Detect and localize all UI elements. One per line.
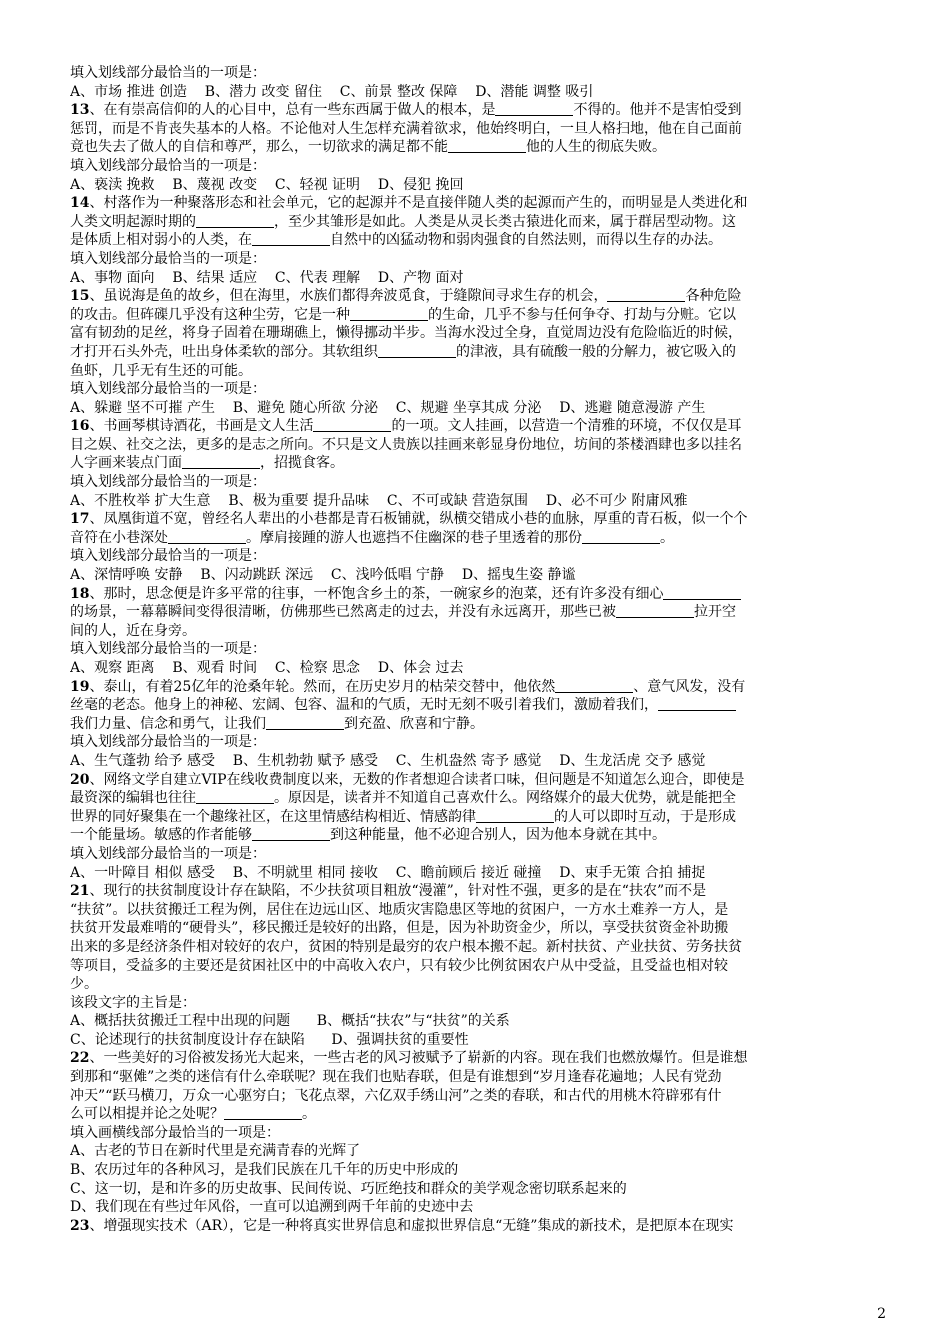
text-line [70,120,888,139]
text-line [70,696,888,715]
text-line [70,901,888,920]
line-text: 填入划线部分最恰当的一项是： [70,157,266,174]
line-text: 鱼虾，几乎无有生还的可能。 [70,362,252,379]
line-text: 冲天”“跃马横刀，万众一心驱穷白；飞花点翠，六亿双手绣山河”之类的春联，和古代的用桃木符辟邪有什 [70,1087,722,1104]
line-text: D、我们现在有些过年风俗，一直可以追溯到两千年前的史迹中去 [70,1199,474,1216]
line-text: 间的人，近在身旁。 [70,622,196,639]
line-text: 不得的。他并不是害怕受到 [573,102,742,119]
line-text: 是体质上相对弱小的人类，在 [70,232,252,249]
line-text: A、事物 面向 B、结果 适应 C、代表 理解 D、产物 面对 [70,269,464,286]
fill-blank [495,101,573,116]
fill-blank [168,529,246,544]
text-line [70,380,888,399]
line-text: 、意气风发，没有 [633,678,746,695]
line-text: B、农历过年的各种风习，是我们民族在几千年的历史中形成的 [70,1162,459,1179]
line-text: 。原因是，读者并不知道自己喜欢什么。网络媒介的最大优势，就是能把全 [274,790,736,807]
fill-blank [252,826,330,841]
line-text: A、一叶障目 相似 感受 B、不明就里 相同 接收 C、瞻前顾后 接近 碰撞 D、束手无策 合拍 捕捉 [70,864,706,881]
line-text: 竟也失去了做人的自信和尊严，那么，一切欲求的满足都不能 [70,139,448,156]
fill-blank [616,603,694,618]
line-text: A、深情呼唤 安静 B、闪动跳跃 深远 C、浅吟低唱 宁静 D、摇曳生姿 静谧 [70,567,576,584]
line-text: 。 [302,1106,316,1123]
fill-blank [266,715,344,730]
text-line [70,1217,888,1236]
text-line [70,845,888,864]
line-text: 惩罚，而是不肯丧失基本的人格。不论他对人生怎样充满着欲求，他始终明白，一旦人格扫地，他在自己面前 [70,120,742,137]
text-line [70,919,888,938]
line-text: 的生命，几乎不参与任何争夺、打劫与分赃。它以 [428,306,736,323]
line-text: 填入划线部分最恰当的一项是： [70,65,266,81]
text-line [70,1142,888,1161]
text-line [70,138,888,157]
line-text: 填入划线部分最恰当的一项是： [70,845,266,862]
fill-blank [252,231,330,246]
line-text: 填入划线部分最恰当的一项是： [70,548,266,565]
text-line [70,603,888,622]
text-line [70,250,888,269]
text-line [70,1180,888,1199]
line-text: 填入划线部分最恰当的一项是： [70,381,266,398]
text-line [70,566,888,585]
line-text: 该段文字的主旨是： [70,994,196,1011]
line-text: 、网络文学自建立VIP在线收费制度以来，无数的作者想迎合读者口味，但问题是不知道怎么迎合，即使是 [89,771,745,788]
fill-blank [476,808,554,823]
question-number: 23 [70,1217,90,1234]
text-line [70,640,888,659]
line-text: 出来的多是经济条件相对较好的农户，贫困的特别是最穷的农户根本搬不起。新村扶贫、产业扶贫、劳务扶贫 [70,938,742,955]
text-line [70,1031,888,1050]
text-line [70,585,888,604]
line-text: 、虽说海是鱼的故乡，但在海里，水族们都得奔波觅食，于缝隙间寻求生存的机会， [89,288,608,305]
text-line [70,510,888,529]
line-text: 的攻击。但砗磲几乎没有这种尘劳，它是一种 [70,306,350,323]
question-number: 17 [70,511,90,528]
text-line [70,436,888,455]
fill-blank [607,287,685,302]
line-text: 扶贫开发最难啃的“硬骨头”，移民搬迁是较好的出路，但是，因为补助资金少，所以，享受扶贫资金补助搬 [70,920,729,937]
line-text: 最资深的编辑也往往 [70,790,196,807]
line-text: 的场景，一幕幕瞬间变得很清晰，仿佛那些已然离走的过去，并没有永远离开，那些已被 [70,604,616,621]
line-text: 等项目，受益多的主要还是贫困社区中的中高收入农户，只有较少比例贫困农户从中受益，且受益也相对较 [70,957,728,974]
text-line [70,64,888,83]
line-text: 少。 [70,976,98,993]
text-line [70,733,888,752]
text-line [70,417,888,436]
text-line [70,715,888,734]
line-text: 、增强现实技术（AR），它是一种将真实世界信息和虚拟世界信息“无缝”集成的新技术，是把原本在现实 [89,1217,734,1234]
text-line [70,454,888,473]
line-text: ，至少其雏形是如此。人类是从灵长类古猿进化而来，属于群居型动物。这 [274,213,736,230]
text-line [70,306,888,325]
text-line [70,83,888,102]
text-line [70,1198,888,1217]
text-line [70,771,888,790]
fill-blank [196,213,274,228]
text-line [70,882,888,901]
line-text: 目之娱、社交之法，更多的是志之所向。不只是文人贵族以挂画来彰显身份地位，坊间的茶楼酒肆也多以挂名 [70,436,742,453]
text-line [70,529,888,548]
text-line [70,957,888,976]
text-line [70,399,888,418]
question-number: 13 [70,102,90,119]
document-page [70,64,888,1235]
line-text: A、观察 距离 B、观看 时间 C、检察 思念 D、体会 过去 [70,660,464,676]
text-line [70,324,888,343]
text-line [70,1049,888,1068]
line-text: 丝毫的老态。他身上的神秘、宏阔、包容、温和的气质，无时无刻不吸引着我们，激励着我们， [70,697,658,714]
text-line [70,659,888,678]
line-text: A、概括扶贫搬迁工程中出现的问题 B、概括“扶农”与“扶贫”的关系 [70,1013,510,1030]
text-line [70,678,888,697]
line-text: 才打开石头外壳，吐出身体柔软的部分。其软组织 [70,343,378,360]
text-line [70,547,888,566]
line-text: 拉开空 [694,604,736,621]
line-text: 各种危险 [685,288,742,305]
fill-blank [224,1105,302,1120]
line-text: 、那时，思念便是许多平常的往事，一杯饱含乡土的茶，一碗家乡的泡菜，还有许多没有细心 [89,585,664,602]
line-text: A、躲避 坚不可摧 产生 B、避免 随心所欲 分泌 C、规避 坐享其成 分泌 D、逃避 随意漫游 产生 [70,399,706,416]
line-text: A、市场 推进 创造 B、潜力 改变 留住 C、前景 整改 保障 D、潜能 调整 吸引 [70,83,594,100]
line-text: 填入划线部分最恰当的一项是： [70,250,266,267]
line-text: 自然中的凶猛动物和弱肉强食的自然法则，而得以生存的办法。 [330,232,722,249]
text-line [70,343,888,362]
line-text: 他的人生的彻底失败。 [526,139,666,156]
line-text: 富有韧劲的足丝，将身子固着在珊瑚礁上，懒得挪动半步。当海水没过全身，直觉周边没有危险临近的时候， [70,325,742,342]
text-line [70,1087,888,1106]
text-line [70,789,888,808]
text-line [70,622,888,641]
question-number: 19 [70,678,90,695]
line-text: 音符在小巷深处 [70,529,168,546]
line-text: 我们力量、信念和勇气，让我们 [70,715,266,732]
text-line [70,938,888,957]
line-text: 人类文明起源时期的 [70,213,196,230]
line-text: 的津液，具有硫酸一般的分解力，被它吸入的 [456,343,736,360]
line-text: 。 [660,529,674,546]
text-line [70,492,888,511]
text-line [70,1068,888,1087]
text-line [70,1124,888,1143]
line-text: 填入划线部分最恰当的一项是： [70,474,266,491]
text-line [70,101,888,120]
text-line [70,231,888,250]
line-text: 、泰山，有着25亿年的沧桑年轮。然而，在历史岁月的枯荣交替中，他依然 [89,678,556,695]
line-text: 填入划线部分最恰当的一项是： [70,641,266,658]
text-line [70,826,888,845]
line-text: 、在有崇高信仰的人的心目中，总有一些东西属于做人的根本，是 [89,102,496,119]
line-text: “扶贫”。以扶贫搬迁工程为例，居住在边远山区、地质灾害隐患区等地的贫困户，一方水土难养一方人，是 [70,901,729,918]
line-text: 、现行的扶贫制度设计存在缺陷，不少扶贫项目粗放“漫灌”，针对性不强，更多的是在“扶农”而不是 [89,883,707,900]
text-line [70,157,888,176]
fill-blank [196,789,274,804]
text-line [70,1012,888,1031]
line-text: 一个能量场。敏感的作者能够 [70,827,252,844]
text-line [70,194,888,213]
text-line [70,975,888,994]
question-number: 20 [70,771,90,788]
line-text: A、古老的节日在新时代里是充满青春的光辉了 [70,1143,361,1160]
text-line [70,362,888,381]
line-text: 的人可以即时互动，于是形成 [554,808,736,825]
line-text: 、一些美好的习俗被发扬光大起来，一些古老的风习被赋予了崭新的内容。现在我们也燃放爆竹。但是谁想 [89,1050,748,1067]
line-text: C、这一切，是和许多的历史故事、民间传说、巧匠绝技和群众的美学观念密切联系起来的 [70,1180,627,1197]
question-number: 22 [70,1050,90,1067]
fill-blank [663,585,741,600]
question-number: 16 [70,418,90,435]
line-text: 世界的同好聚集在一个趣缘社区，在这里情感结构相近、情感韵律 [70,808,476,825]
text-line [70,176,888,195]
text-line [70,473,888,492]
line-text: 填入画横线部分最恰当的一项是： [70,1124,280,1141]
fill-blank [448,138,526,153]
text-line [70,994,888,1013]
line-text: 么可以相提并论之处呢？ [70,1106,224,1123]
line-text: 填入划线部分最恰当的一项是： [70,734,266,751]
question-number: 14 [70,195,90,212]
question-number: 18 [70,585,90,602]
text-line [70,213,888,232]
text-line [70,1105,888,1124]
text-line [70,269,888,288]
fill-blank [350,306,428,321]
line-text: 到这种能量，他不必迎合别人，因为他本身就在其中。 [330,827,666,844]
line-text: 的一项。文人挂画，以营造一个清雅的环境，不仅仅是耳 [391,418,742,435]
fill-blank [658,696,736,711]
line-text: 。摩肩接踵的游人也遮挡不住幽深的巷子里透着的那份 [246,529,582,546]
line-text: 、书画琴棋诗酒花，书画是文人生活 [89,418,314,435]
line-text: 、凤凰街道不宽，曾经名人辈出的小巷都是青石板铺就，纵横交错成小巷的血脉，厚重的青石板，似一个个 [89,511,748,528]
question-number: 21 [70,883,90,900]
question-number: 15 [70,288,90,305]
text-line [70,864,888,883]
fill-blank [582,529,660,544]
page-number: 2 [877,1306,886,1322]
line-text: A、亵渎 挽救 B、蔑视 改变 C、轻视 证明 D、侵犯 挽回 [70,176,464,193]
fill-blank [555,678,633,693]
line-text: ，招揽食客。 [260,455,344,472]
fill-blank [182,454,260,469]
text-line [70,808,888,827]
text-line [70,1161,888,1180]
line-text: A、不胜枚举 扩大生意 B、极为重要 提升品味 C、不可或缺 营造氛围 D、必不可少 附庸风雅 [70,492,688,509]
line-text: C、论述现行的扶贫制度设计存在缺陷 D、强调扶贫的重要性 [70,1031,469,1048]
line-text: 到充盈、欣喜和宁静。 [344,715,484,732]
line-text: 、村落作为一种聚落形态和社会单元，它的起源并不是直接伴随人类的起源而产生的，而明显是人类进化和 [89,195,748,212]
line-text: 到那和“驱傩”之类的迷信有什么牵联呢？现在我们也贴春联，但是有谁想到“岁月逢春花遍地；人民有党劲 [70,1069,722,1086]
fill-blank [313,417,391,432]
line-text: A、生气蓬勃 给予 感受 B、生机勃勃 赋予 感受 C、生机盎然 寄予 感觉 D、生龙活虎 交予 感觉 [70,752,706,769]
text-line [70,752,888,771]
fill-blank [378,343,456,358]
line-text: 人字画来装点门面 [70,455,182,472]
text-line [70,287,888,306]
